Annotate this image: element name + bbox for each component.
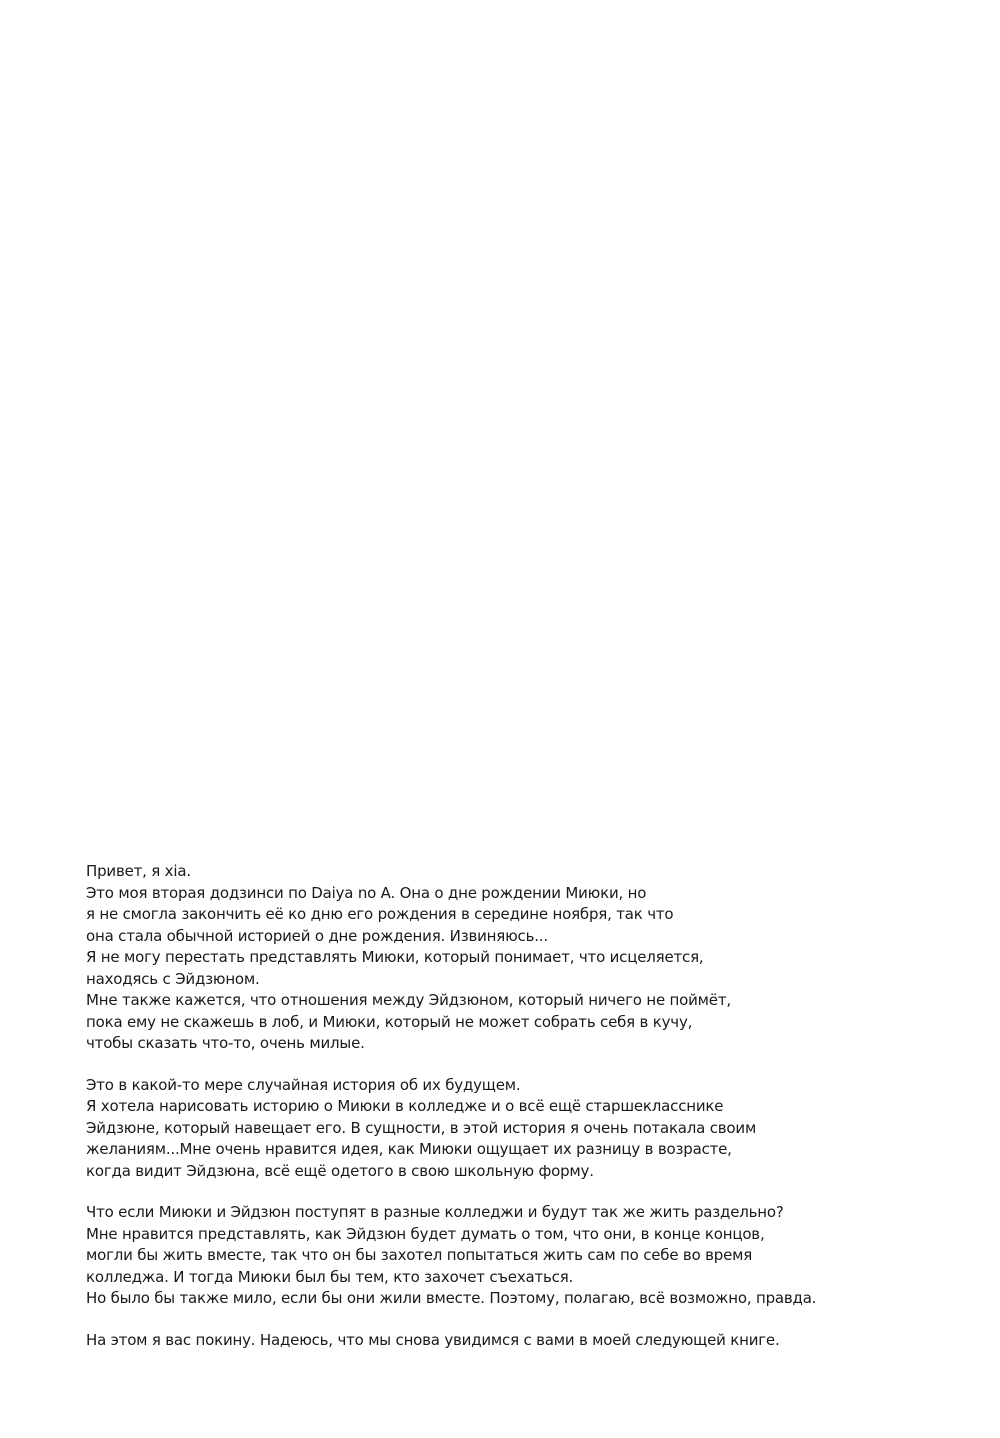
- text-line: Я не могу перестать представлять Миюки, который понимает, что исцеляется,: [86, 948, 704, 966]
- text-line: Мне также кажется, что отношения между Эйдзюном, который ничего не поймёт,: [86, 991, 731, 1009]
- text-line: Мне нравится представлять, как Эйдзюн будет думать о том, что они, в конце концов,: [86, 1224, 765, 1243]
- text-line: находясь с Эйдзюном.: [86, 969, 260, 988]
- text-line: когда видит Эйдзюна, всё ещё одетого в свою школьную форму.: [86, 1161, 594, 1180]
- text-line: Это моя вторая додзинси по Daiya no A. Она о дне рождении Миюки, но: [86, 883, 647, 902]
- text-line: колледжа. И тогда Миюки был бы тем, кто захочет съехаться.: [86, 1267, 574, 1286]
- text-line: Я хотела нарисовать историю о Миюки в колледже и о всё ещё старшекласснике: [86, 1097, 724, 1115]
- text-line: чтобы сказать что-то, очень милые.: [86, 1034, 365, 1052]
- text-line: Но было бы также мило, если бы они жили вместе. Поэтому, полагаю, всё возможно, правда.: [86, 1289, 817, 1307]
- paragraph-farewell: [86, 1330, 966, 1352]
- text-line: Что если Миюки и Эйдзюн поступят в разные колледжи и будут так же жить раздельно?: [86, 1203, 784, 1221]
- paragraph-intro: [86, 861, 966, 1055]
- text-line: она стала обычной историей о дне рождения. Извиняюсь...: [86, 926, 548, 945]
- paragraph-future: [86, 1202, 966, 1310]
- text-line: могли бы жить вместе, так что он бы захотел попытаться жить сам по себе во время: [86, 1246, 753, 1264]
- text-line: Это в какой-то мере случайная история об их будущем.: [86, 1075, 521, 1094]
- text-line: желаниям...Мне очень нравится идея, как Миюки ощущает их разницу в возрасте,: [86, 1140, 732, 1158]
- text-line: Эйдзюне, который навещает его. В сущности, в этой история я очень потакала своим: [86, 1118, 757, 1137]
- text-line: На этом я вас покину. Надеюсь, что мы снова увидимся с вами в моей следующей книге.: [86, 1330, 780, 1349]
- afterword-text: [86, 861, 966, 1371]
- text-line: Привет, я xia.: [86, 862, 191, 880]
- text-line: пока ему не скажешь в лоб, и Миюки, который не может собрать себя в кучу,: [86, 1012, 693, 1031]
- text-line: я не смогла закончить её ко дню его рождения в середине ноября, так что: [86, 905, 674, 923]
- paragraph-story: [86, 1075, 966, 1183]
